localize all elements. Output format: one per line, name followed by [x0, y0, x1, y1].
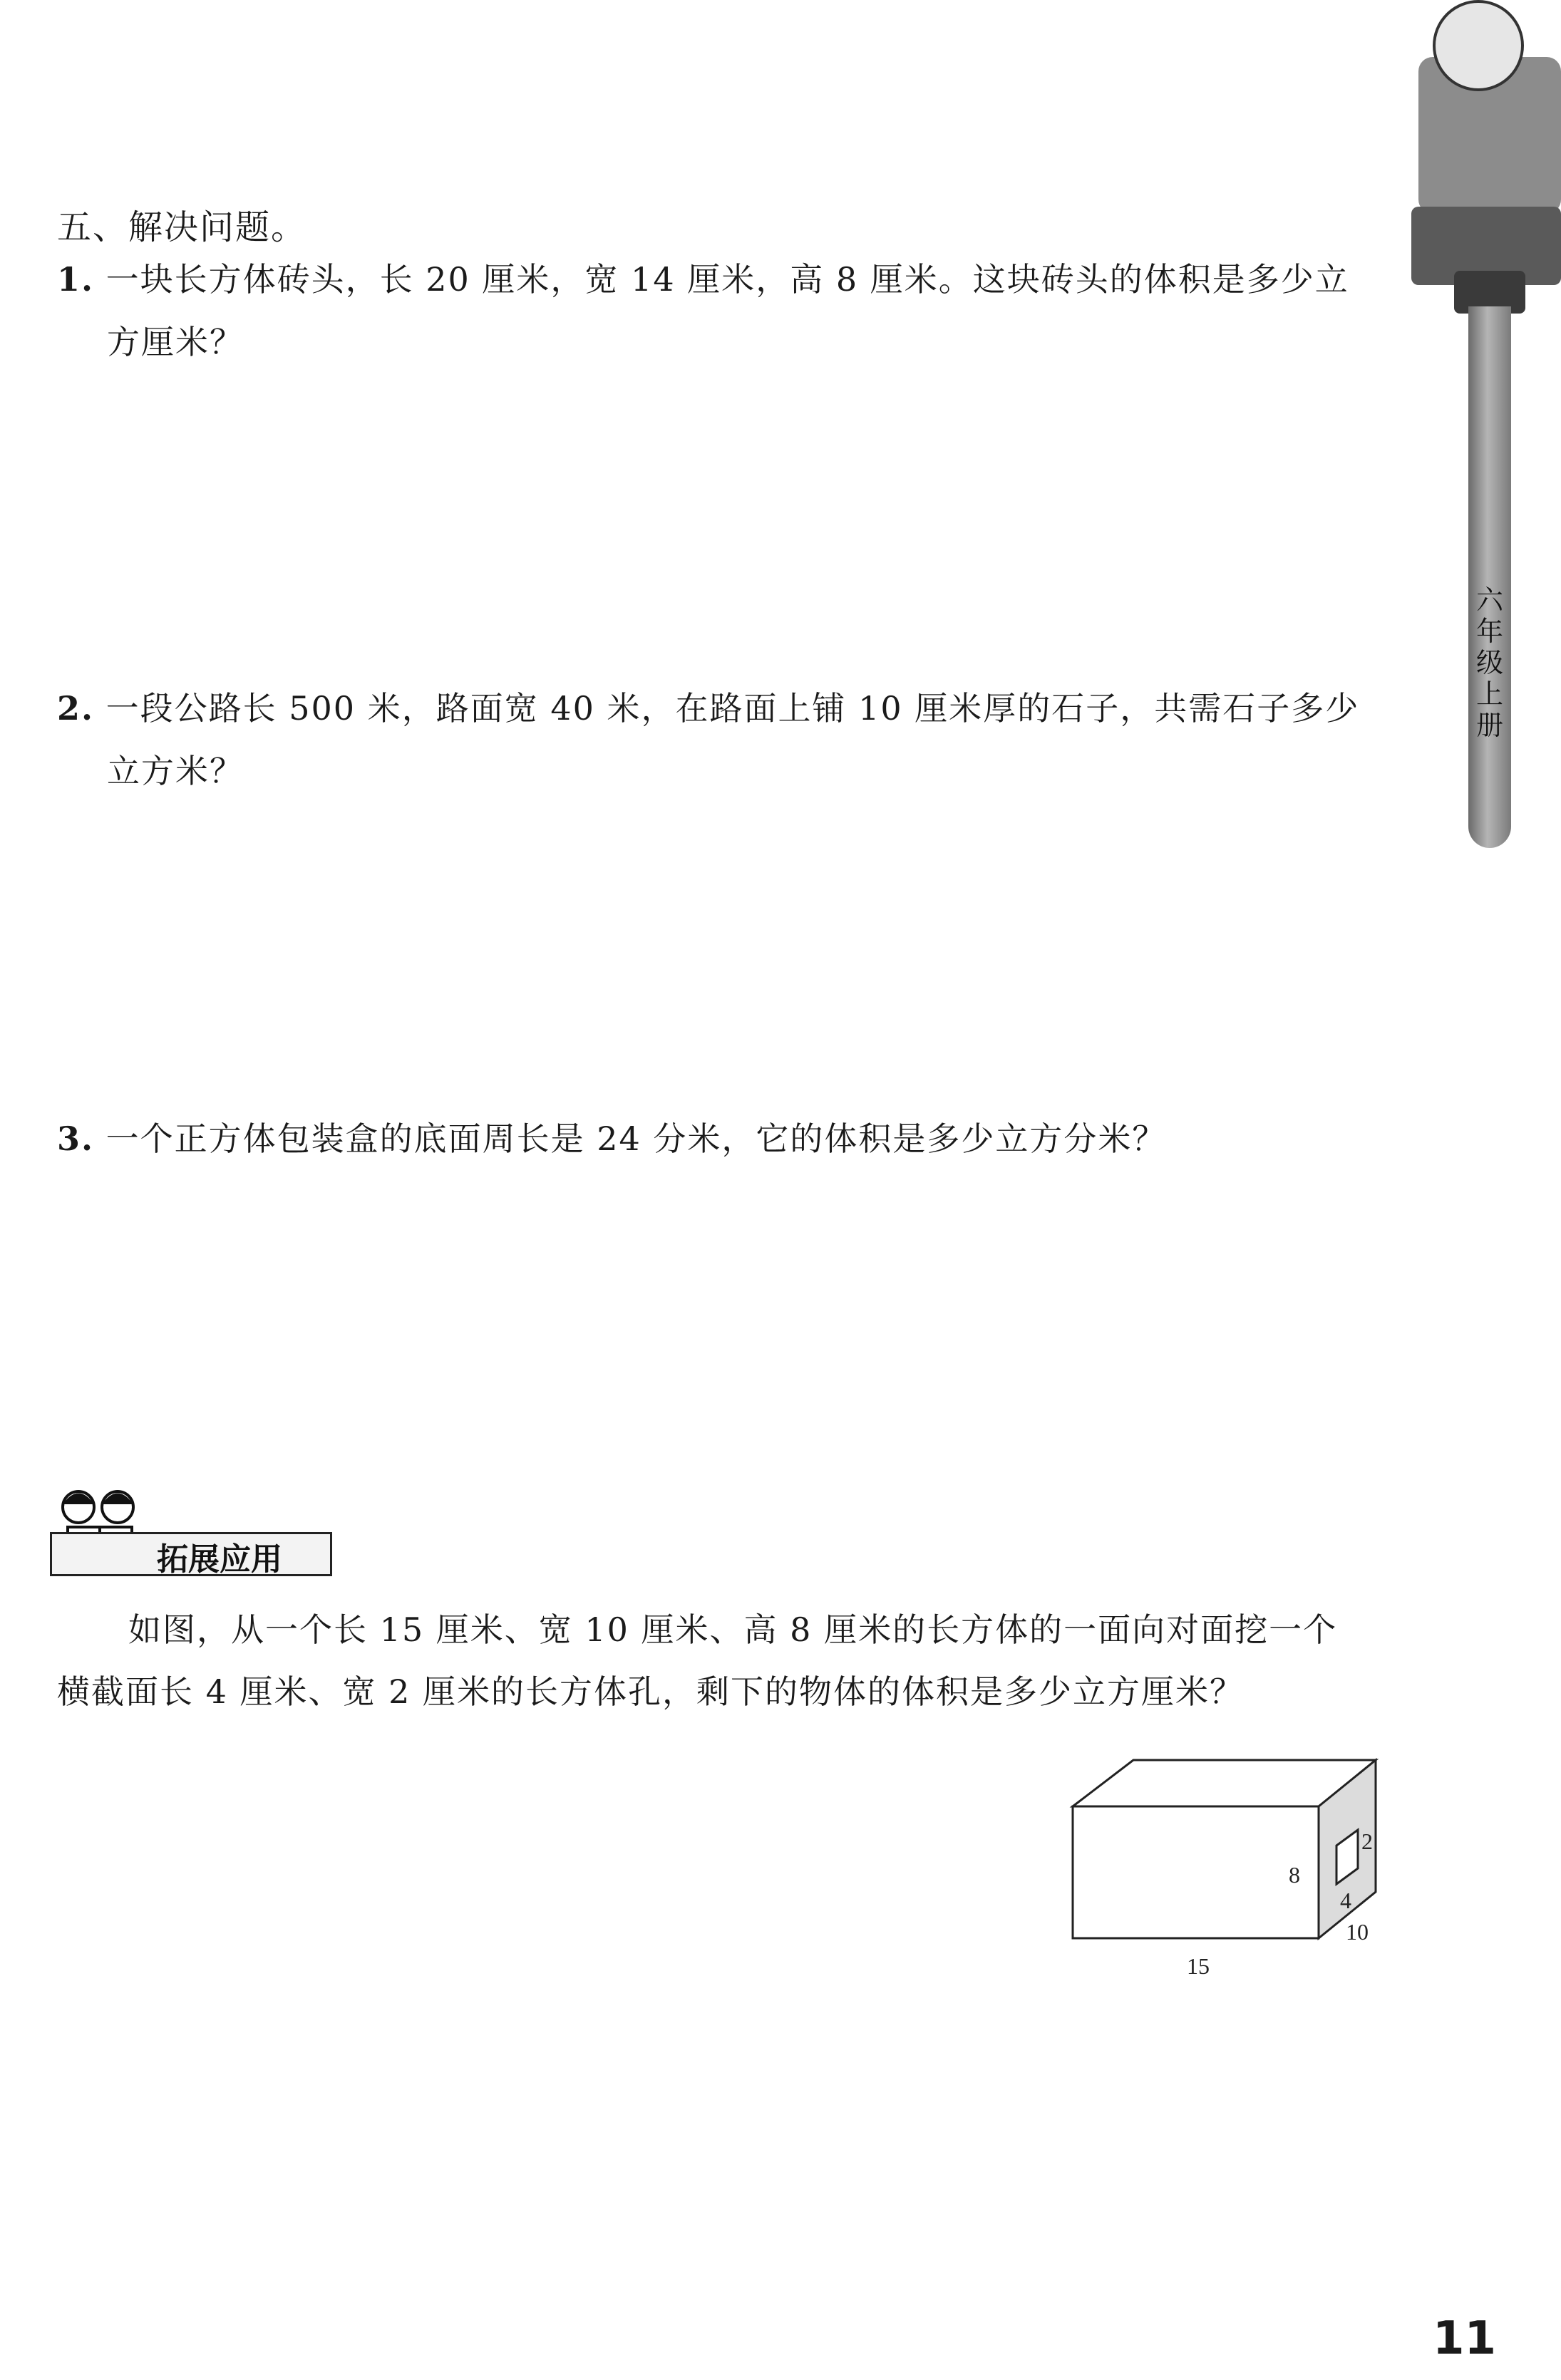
- side-tab-label: 六年级上册: [1475, 584, 1503, 741]
- question-2-continued: 立方米？: [107, 752, 244, 790]
- question-text: 一个正方体包装盒的底面周长是 24 分米，它的体积是多少立方分米？: [105, 1119, 1167, 1158]
- question-1-continued: 方厘米？: [107, 323, 244, 361]
- cuboid-figure: [1062, 1746, 1404, 1995]
- hole-length-label: 4: [1340, 1888, 1351, 1913]
- extension-problem-line-1: 如图，从一个长 15 厘米、宽 10 厘米、高 8 厘米的长方体的一面向对面挖一个: [128, 1610, 1338, 1649]
- page-number: 11: [1433, 2312, 1497, 2365]
- extension-problem-line-2: 横截面长 4 厘米、宽 2 厘米的长方体孔，剩下的物体的体积是多少立方厘米？: [57, 1672, 1245, 1711]
- illustration-child-head: [1433, 0, 1524, 91]
- question-number: 1.: [57, 260, 95, 299]
- length-label: 15: [1187, 1953, 1210, 1979]
- width-label: 10: [1346, 1919, 1369, 1945]
- cuboid-front-face: [1073, 1806, 1319, 1938]
- question-3: [57, 1116, 1166, 1161]
- question-1: [57, 257, 1349, 302]
- question-text: 一段公路长 500 米，路面宽 40 米，在路面上铺 10 厘米厚的石子，共需石子多少: [105, 689, 1360, 728]
- section-title: 五、解决问题。: [57, 207, 307, 247]
- question-number: 3.: [57, 1119, 95, 1158]
- badge-label: 拓展应用: [157, 1541, 282, 1578]
- extension-badge: [50, 1525, 328, 1578]
- side-tab: [1468, 306, 1511, 848]
- question-number: 2.: [57, 689, 95, 728]
- height-label: 8: [1289, 1862, 1300, 1888]
- question-2: [57, 685, 1359, 731]
- hole-width-label: 2: [1361, 1828, 1373, 1854]
- question-text: 一块长方体砖头，长 20 厘米，宽 14 厘米，高 8 厘米。这块砖头的体积是多少立: [105, 260, 1349, 299]
